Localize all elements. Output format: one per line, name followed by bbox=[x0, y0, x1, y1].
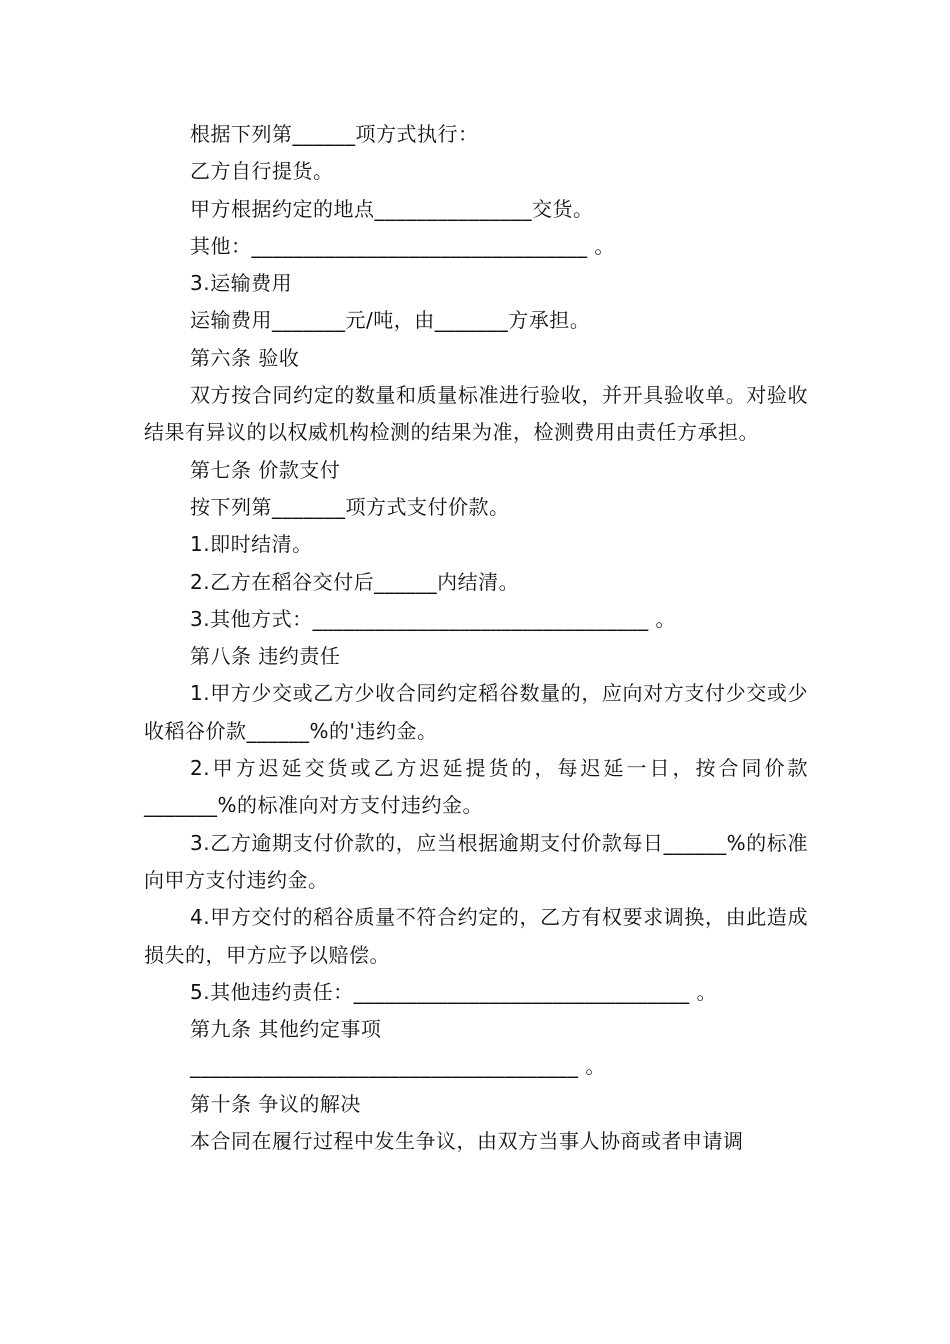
paragraph-dispute-resolution: 本合同在履行过程中发生争议，由双方当事人协商或者申请调 bbox=[190, 1129, 744, 1154]
heading-article-10: 第十条 争议的解决 bbox=[190, 1091, 361, 1116]
paragraph-delivery-other: 其他：________________________________ 。 bbox=[190, 233, 615, 258]
paragraph-breach-quality: 4.甲方交付的稻谷质量不符合约定的，乙方有权要求调换，由此造成损失的，甲方应予以赔偿。 bbox=[144, 905, 808, 967]
paragraph-transport-cost: 运输费用_______元/吨，由_______方承担。 bbox=[190, 308, 591, 333]
heading-transport-cost: 3.运输费用 bbox=[190, 271, 293, 296]
paragraph-payment-immediate: 1.即时结清。 bbox=[190, 532, 313, 557]
contract-body bbox=[144, 116, 808, 1160]
paragraph-delivery-method: 根据下列第______项方式执行： bbox=[190, 122, 479, 146]
paragraph-breach-delay: 2.甲方迟延交货或乙方迟延提货的，每迟延一日，按合同价款_______%的标准向对方支付违约金。 bbox=[144, 756, 808, 818]
heading-article-9: 第九条 其他约定事项 bbox=[190, 1017, 382, 1042]
paragraph-payment-other: 3.其他方式：________________________________ 。 bbox=[190, 606, 676, 631]
heading-article-7: 第七条 价款支付 bbox=[190, 457, 341, 482]
heading-article-8: 第八条 违约责任 bbox=[190, 644, 341, 669]
heading-article-6: 第六条 验收 bbox=[190, 345, 300, 370]
paragraph-payment-after-delivery: 2.乙方在稻谷交付后______内结清。 bbox=[190, 569, 520, 594]
paragraph-breach-late-payment: 3.乙方逾期支付价款的，应当根据逾期支付价款每日______%的标准向甲方支付违约金。 bbox=[144, 830, 808, 892]
paragraph-payment-method: 按下列第_______项方式支付价款。 bbox=[190, 494, 510, 519]
paragraph-other-matters-blank: _____________________________________ 。 bbox=[190, 1054, 606, 1079]
paragraph-breach-other: 5.其他违约责任：________________________________ 。 bbox=[190, 979, 717, 1004]
paragraph-self-pickup: 乙方自行提货。 bbox=[190, 159, 334, 184]
paragraph-breach-quantity: 1.甲方少交或乙方少收合同约定稻谷数量的，应向对方支付少交或少收稻谷价款______%的'违约金。 bbox=[144, 681, 808, 743]
paragraph-acceptance: 双方按合同约定的数量和质量标准进行验收，并开具验收单。对验收结果有异议的以权威机构检测的结果为准，检测费用由责任方承担。 bbox=[144, 383, 808, 445]
paragraph-delivery-location: 甲方根据约定的地点_______________交货。 bbox=[190, 196, 594, 221]
